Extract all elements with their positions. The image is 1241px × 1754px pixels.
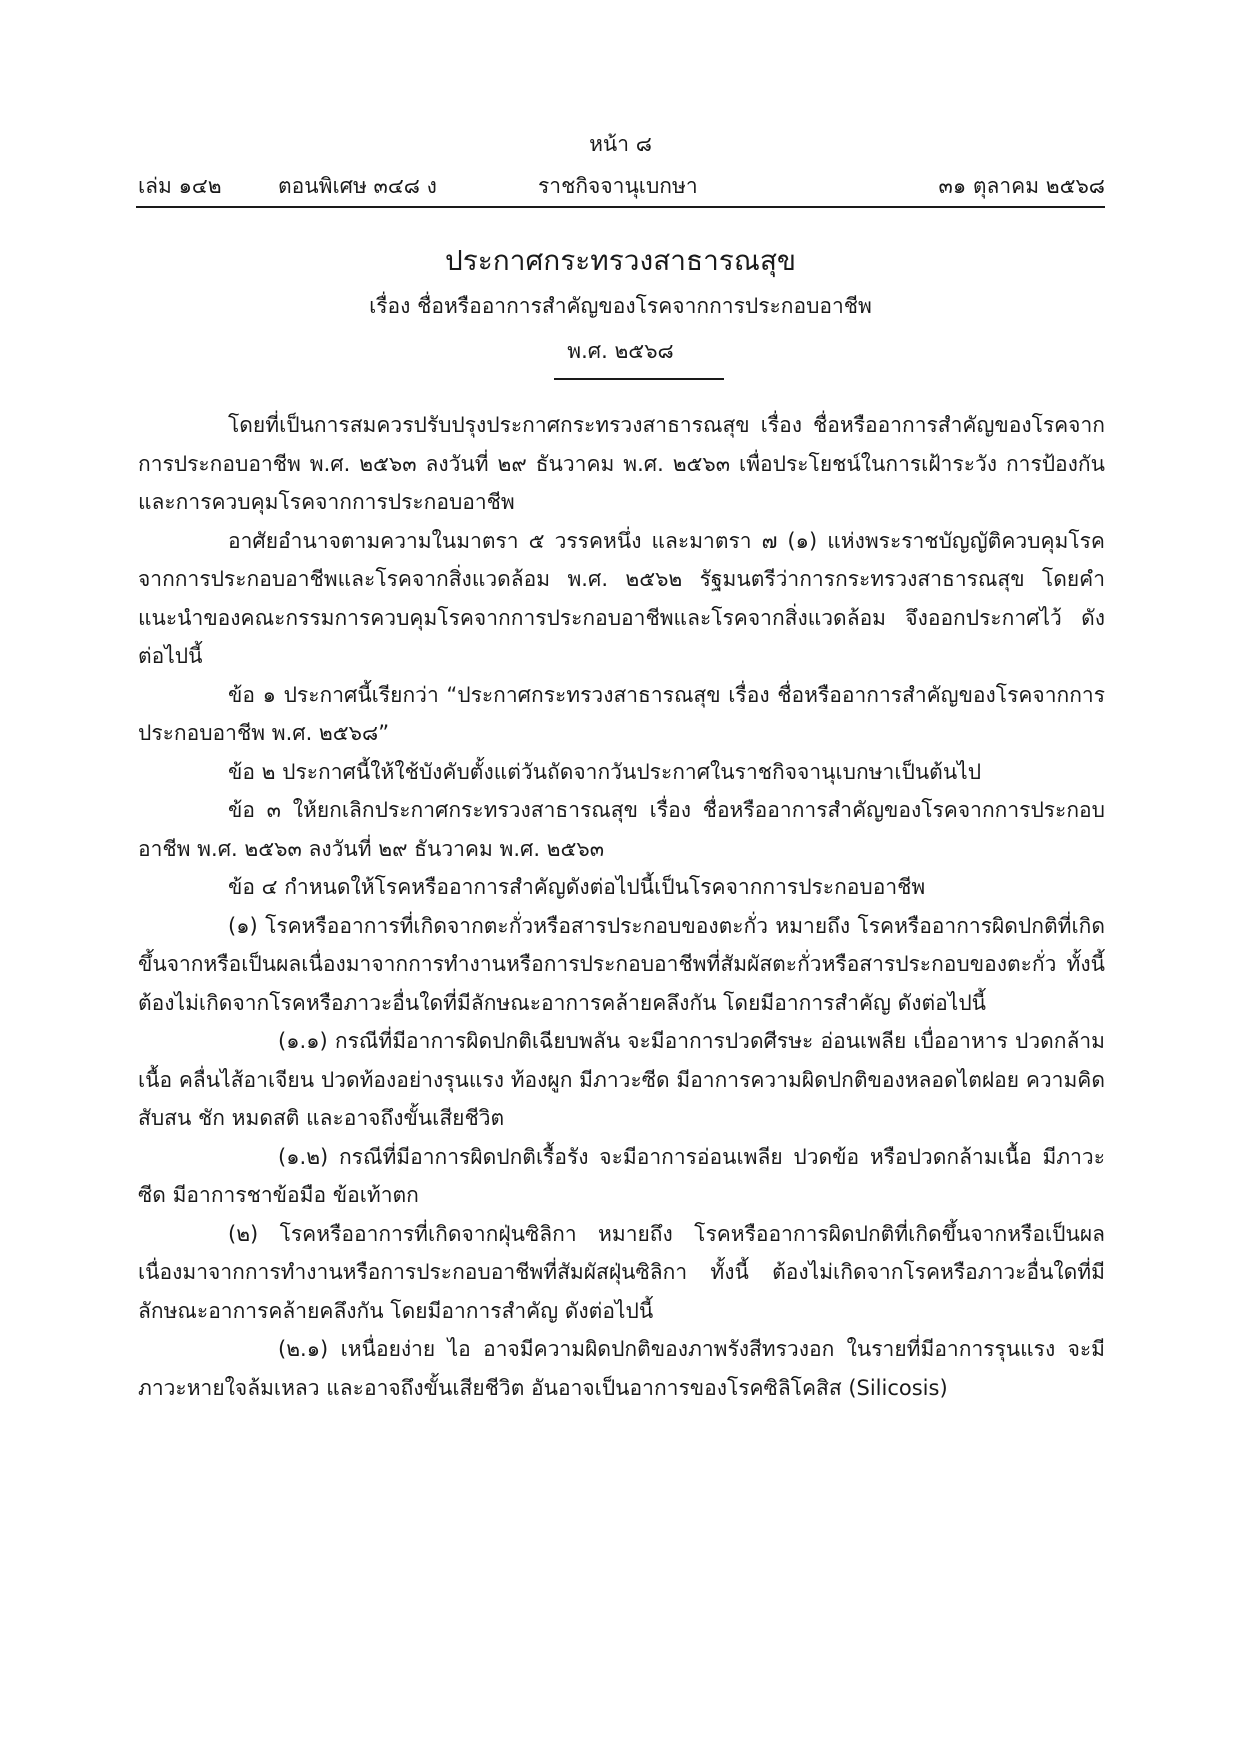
publication-date: ๓๑ ตุลาคม ๒๕๖๘ <box>938 174 1105 198</box>
item-1-lead: (๑) โรคหรืออาการที่เกิดจากตะกั่วหรือสารประกอบของตะกั่ว หมายถึง โรคหรืออาการผิดปกติที่เกิดขึ้นจากหรือเป็นผลเนื่องมาจากการทำงานหรือการประกอบอาชีพที่สัมผัสตะกั่วหรือสารประกอบของตะกั่ว ทั้งนี้ ต้องไม่เกิดจากโรคหรือภาวะอื่นใดที่มีลักษณะอาการคล้ายคลึงกัน โดยมีอาการสำคัญ ดังต่อไปนี้ <box>138 913 1105 1015</box>
document-title: ประกาศกระทรวงสาธารณสุข <box>444 244 797 277</box>
page-number: หน้า ๘ <box>589 132 652 156</box>
document-year: พ.ศ. ๒๕๖๘ <box>567 339 674 363</box>
item-2-1-silicosis: (๒.๑) เหนื่อยง่าย ไอ อาจมีความผิดปกติของภาพรังสีทรวงอก ในรายที่มีอาการรุนแรง จะมีภาวะหายใจล้มเหลว และอาจถึงขั้นเสียชีวิต อันอาจเป็นอาการของโรคซิลิโคสิส (Silicosis) <box>138 1337 1105 1400</box>
volume-number: เล่ม ๑๔๒ <box>138 174 222 198</box>
gazette-header <box>138 170 1105 206</box>
preamble-paragraph: โดยที่เป็นการสมควรปรับปรุงประกาศกระทรวงสาธารณสุข เรื่อง ชื่อหรืออาการสำคัญของโรคจากการประกอบอาชีพ พ.ศ. ๒๕๖๓ ลงวันที่ ๒๙ ธันวาคม พ.ศ. ๒๕๖๓ เพื่อประโยชน์ในการเฝ้าระวัง การป้องกัน และการควบคุมโรคจากการประกอบอาชีพ <box>138 413 1105 514</box>
document-body <box>138 406 1105 1407</box>
title-divider <box>554 378 724 380</box>
document-subject: เรื่อง ชื่อหรืออาการสำคัญของโรคจากการประกอบอาชีพ <box>369 294 872 318</box>
clause-2: ข้อ ๒ ประกาศนี้ให้ใช้บังคับตั้งแต่วันถัดจากวันประกาศในราชกิจจานุเบกษาเป็นต้นไป <box>228 759 982 784</box>
clause-3: ข้อ ๓ ให้ยกเลิกประกาศกระทรวงสาธารณสุข เรื่อง ชื่อหรืออาการสำคัญของโรคจากการประกอบอาชีพ พ.ศ. ๒๕๖๓ ลงวันที่ ๒๙ ธันวาคม พ.ศ. ๒๕๖๓ <box>138 798 1105 861</box>
header-divider <box>136 206 1105 208</box>
clause-1: ข้อ ๑ ประกาศนี้เรียกว่า “ประกาศกระทรวงสาธารณสุข เรื่อง ชื่อหรืออาการสำคัญของโรคจากการประกอบอาชีพ พ.ศ. ๒๕๖๘” <box>138 682 1105 745</box>
authority-paragraph: อาศัยอำนาจตามความในมาตรา ๕ วรรคหนึ่ง และมาตรา ๗ (๑) แห่งพระราชบัญญัติควบคุมโรคจากการประกอบอาชีพและโรคจากสิ่งแวดล้อม พ.ศ. ๒๕๖๒ รัฐมนตรีว่าการกระทรวงสาธารณสุข โดยคำแนะนำของคณะกรรมการควบคุมโรคจากการประกอบอาชีพและโรคจากสิ่งแวดล้อม จึงออกประกาศไว้ ดังต่อไปนี้ <box>138 528 1105 668</box>
item-2-silica: (๒) โรคหรืออาการที่เกิดจากฝุ่นซิลิกา หมายถึง โรคหรืออาการผิดปกติที่เกิดขึ้นจากหรือเป็นผลเนื่องมาจากการทำงานหรือการประกอบอาชีพที่สัมผัสฝุ่นซิลิกา ทั้งนี้ ต้องไม่เกิดจากโรคหรือภาวะอื่นใดที่มีลักษณะอาการคล้ายคลึงกัน โดยมีอาการสำคัญ ดังต่อไปนี้ <box>138 1221 1105 1323</box>
issue-number: ตอนพิเศษ ๓๔๘ ง <box>278 174 437 198</box>
item-1-1-acute: (๑.๑) กรณีที่มีอาการผิดปกติเฉียบพลัน จะมีอาการปวดศีรษะ อ่อนเพลีย เบื่ออาหาร ปวดกล้ามเนื้อ คลื่นไส้อาเจียน ปวดท้องอย่างรุนแรง ท้องผูก มีภาวะซีด มีอาการความผิดปกติของหลอดไตฝอย ความคิดสับสน ชัก หมดสติ และอาจถึงขั้นเสียชีวิต <box>138 1029 1105 1130</box>
item-1-2-chronic: (๑.๒) กรณีที่มีอาการผิดปกติเรื้อรัง จะมีอาการอ่อนเพลีย ปวดข้อ หรือปวดกล้ามเนื้อ มีภาวะซีด มีอาการชาข้อมือ ข้อเท้าตก <box>138 1144 1105 1207</box>
clause-4: ข้อ ๔ กำหนดให้โรคหรืออาการสำคัญดังต่อไปนี้เป็นโรคจากการประกอบอาชีพ <box>228 875 926 899</box>
gazette-name: ราชกิจจานุเบกษา <box>538 174 698 198</box>
